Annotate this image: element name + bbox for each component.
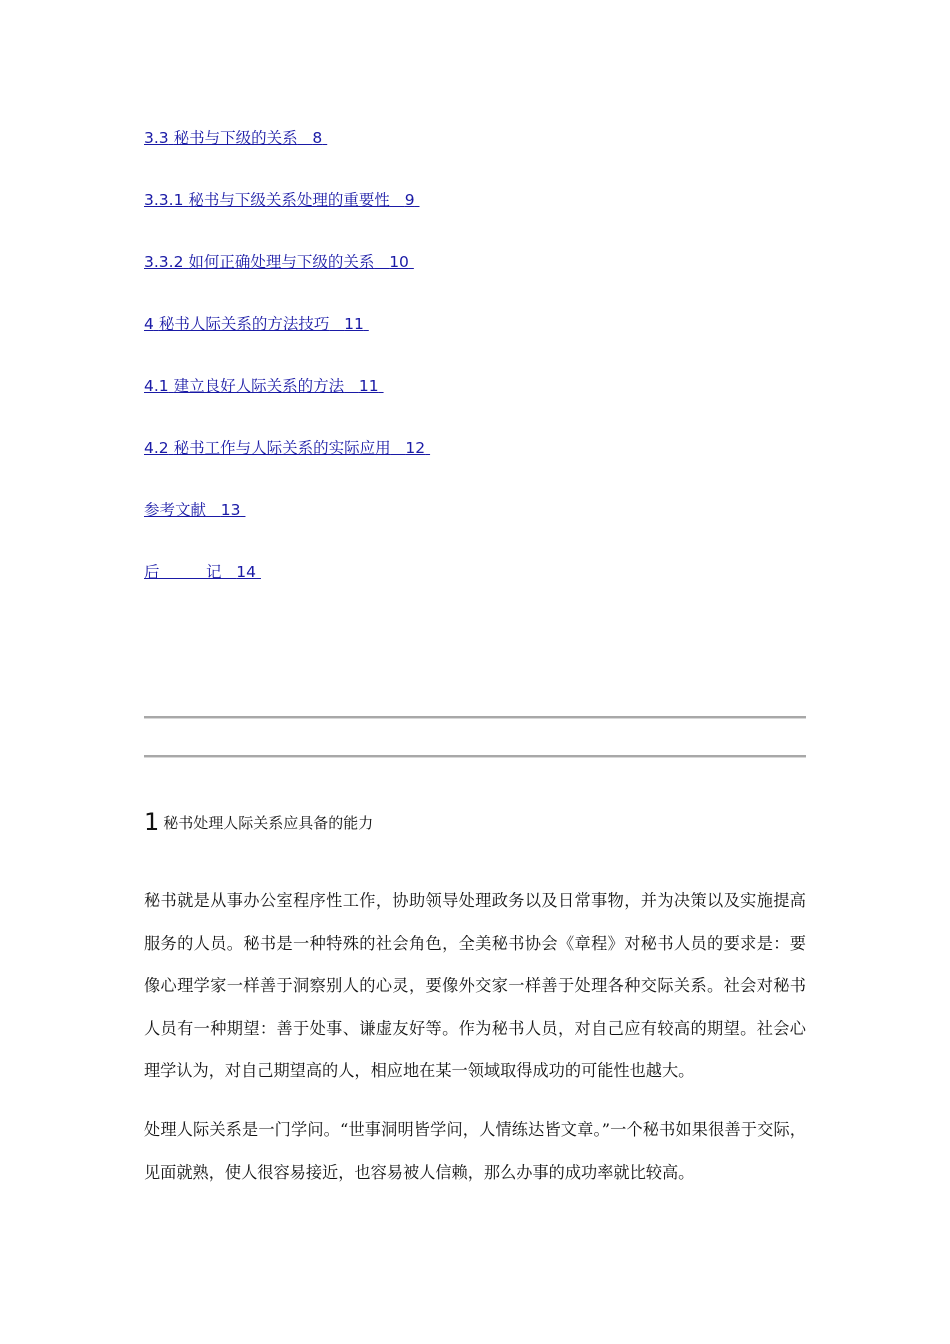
toc-entry-title: 秘书人际关系的方法技巧 bbox=[158, 315, 330, 333]
toc-entry bbox=[144, 374, 804, 436]
toc-entry-title: 参考文献 bbox=[144, 501, 207, 519]
toc-link-4-1[interactable] bbox=[144, 377, 384, 395]
toc-link-3-3-2[interactable] bbox=[144, 253, 414, 271]
toc-link-references[interactable] bbox=[144, 501, 245, 519]
toc-entry-page: 11 bbox=[344, 315, 364, 333]
toc-entry-title: 秘书与下级的关系 bbox=[173, 129, 298, 147]
toc-entry-page: 10 bbox=[389, 253, 409, 271]
toc-entry-number: 3.3.1 bbox=[144, 191, 184, 209]
toc-entry bbox=[144, 560, 804, 622]
horizontal-rule bbox=[144, 755, 806, 758]
toc-entry-page: 13 bbox=[220, 501, 241, 519]
toc-entry bbox=[144, 126, 804, 188]
toc-entry-number: 4.2 bbox=[144, 439, 169, 457]
toc-entry-number: 3.3.2 bbox=[144, 253, 184, 271]
toc-entry-title: 秘书工作与人际关系的实际应用 bbox=[173, 439, 391, 457]
body-paragraph: 秘书就是从事办公室程序性工作，协助领导处理政务以及日常事物，并为决策以及实施提高服务的人员。秘书是一种特殊的社会角色，全美秘书协会《章程》对秘书人员的要求是：要像心理学家一样善于洞察别人的心灵，要像外交家一样善于处理各种交际关系。社会对秘书人员有一种期望：善于处事、谦虚友好等。作为秘书人员，对自己应有较高的期望。社会心理学认为，对自己期望高的人，相应地在某一领域取得成功的可能性也越大。 bbox=[144, 891, 806, 1080]
toc-entry bbox=[144, 436, 804, 498]
toc-entry-page: 9 bbox=[404, 191, 415, 209]
toc-entry bbox=[144, 188, 804, 250]
toc-link-4[interactable] bbox=[144, 315, 369, 333]
toc-entry-page: 12 bbox=[405, 439, 426, 457]
horizontal-rule bbox=[144, 716, 806, 719]
toc-entry bbox=[144, 498, 804, 560]
toc-entry-title: 如何正确处理与下级的关系 bbox=[188, 253, 375, 271]
toc-entry bbox=[144, 312, 804, 374]
toc-entry-title: 后 记 bbox=[144, 563, 222, 581]
toc-link-postscript[interactable] bbox=[144, 563, 261, 581]
toc-entry bbox=[144, 250, 804, 312]
toc-entry-page: 11 bbox=[358, 377, 379, 395]
toc-link-4-2[interactable] bbox=[144, 439, 430, 457]
section-number: 1 bbox=[144, 808, 160, 836]
toc-entry-page: 14 bbox=[236, 563, 257, 581]
body-paragraph: 处理人际关系是一门学问。“世事洞明皆学问，人情练达皆文章。”一个秘书如果很善于交际，见面就熟，使人很容易接近，也容易被人信赖，那么办事的成功率就比较高。 bbox=[144, 1120, 806, 1182]
toc-entry-title: 建立良好人际关系的方法 bbox=[173, 377, 345, 395]
section-heading bbox=[144, 808, 804, 836]
toc-entry-title: 秘书与下级关系处理的重要性 bbox=[188, 191, 390, 209]
toc-entry-page: 8 bbox=[312, 129, 323, 147]
toc-entry-number: 4 bbox=[144, 315, 154, 333]
toc-entry-number: 3.3 bbox=[144, 129, 169, 147]
section-title: 秘书处理人际关系应具备的能力 bbox=[163, 814, 374, 832]
toc-entry-number: 4.1 bbox=[144, 377, 169, 395]
table-of-contents bbox=[144, 126, 804, 622]
toc-link-3-3-1[interactable] bbox=[144, 191, 420, 209]
toc-link-3-3[interactable] bbox=[144, 129, 327, 147]
